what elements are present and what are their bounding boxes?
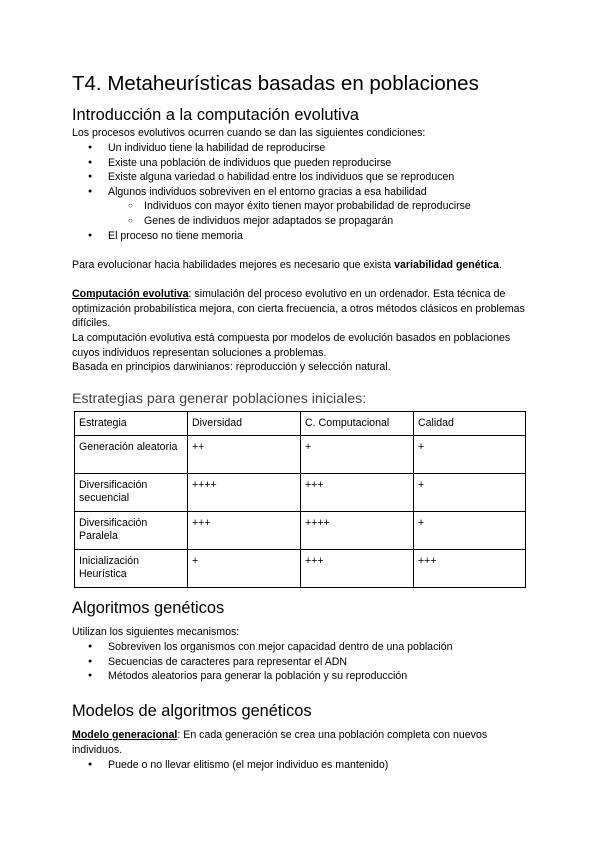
table-cell: Generación aleatoria — [75, 436, 188, 474]
table-row — [75, 550, 526, 588]
list-item: ● Secuencias de caracteres para representar el ADN — [72, 655, 528, 670]
variability-term: variabilidad genética — [394, 259, 499, 271]
list-item: ● Puede o no llevar elitismo (el mejor individuo es mantenido) — [72, 758, 528, 773]
table-cell: Diversificación secuencial — [75, 474, 188, 512]
strategies-table — [74, 411, 526, 588]
ce-def-text: : simulación del proceso evolutivo en un ordenador. Esta técnica de optimización probabilística mejora, con cierta frecuencia, a otros métodos clásicos en problemas difíciles. — [72, 288, 525, 330]
table-cell: +++ — [188, 512, 301, 550]
ga-list — [72, 640, 528, 684]
variability-end: . — [498, 259, 502, 271]
list-item: ● Sobreviven los organismos con mejor capacidad dentro de una población — [72, 640, 528, 655]
table-cell: + — [301, 436, 414, 474]
table-cell: + — [414, 474, 526, 512]
table-header-cell: Diversidad — [188, 412, 301, 436]
table-header-row — [75, 412, 526, 436]
ce-term: Computación evolutiva — [72, 288, 189, 300]
table-cell: Diversificación Paralela — [75, 512, 188, 550]
models-list — [72, 758, 528, 773]
list-item: ● Un individuo tiene la habilidad de reproducirse — [72, 141, 528, 156]
table-cell: +++ — [301, 474, 414, 512]
variability-paragraph — [72, 258, 528, 273]
table-cell: Inicialización Heurística — [75, 550, 188, 588]
intro-list — [72, 141, 528, 243]
section-heading-models: Modelos de algoritmos genéticos — [72, 702, 312, 720]
section-heading-ga: Algoritmos genéticos — [72, 599, 225, 617]
ce-paragraph-3: Basada en principios darwinianos: reproducción y selección natural. — [72, 361, 391, 373]
table-row — [75, 512, 526, 550]
table-cell: + — [414, 512, 526, 550]
intro-lead: Los procesos evolutivos ocurren cuando se dan las siguientes condiciones: — [72, 127, 426, 139]
table-cell: +++ — [301, 550, 414, 588]
models-def-text: : En cada generación se crea una población completa con nuevos individuos. — [72, 729, 488, 756]
list-item: ● Algunos individuos sobreviven en el entorno gracias a esa habilidad — [72, 185, 528, 200]
page-title: T4. Metaheurísticas basadas en poblaciones — [72, 72, 479, 95]
table-cell: ++++ — [301, 512, 414, 550]
list-item: ● Existe alguna variedad o habilidad entre los individuos que se reproducen — [72, 170, 528, 185]
table-cell: + — [188, 550, 301, 588]
table-header-cell: Estrategia — [75, 412, 188, 436]
sub-list-item: ○ Genes de individuos mejor adaptados se propagarán — [72, 214, 528, 229]
list-item: ● Métodos aleatorios para generar la población y su reproducción — [72, 669, 528, 684]
table-cell: ++++ — [188, 474, 301, 512]
models-term: Modelo generacional — [72, 729, 178, 741]
table-header-cell: Calidad — [414, 412, 526, 436]
table-cell: + — [414, 436, 526, 474]
table-cell: +++ — [414, 550, 526, 588]
table-header-cell: C. Computacional — [301, 412, 414, 436]
sub-list-item: ○ Individuos con mayor éxito tienen mayor probabilidad de reproducirse — [72, 199, 528, 214]
list-item: ● Existe una población de individuos que pueden reproducirse — [72, 156, 528, 171]
section-heading-intro: Introducción a la computación evolutiva — [72, 106, 360, 124]
list-item: ● El proceso no tiene memoria — [72, 229, 528, 244]
ce-definition — [72, 287, 528, 331]
table-row — [75, 474, 526, 512]
models-definition — [72, 728, 528, 757]
table-row — [75, 436, 526, 474]
ga-lead: Utilizan los siguientes mecanismos: — [72, 626, 240, 638]
table-cell: ++ — [188, 436, 301, 474]
strategies-heading: Estrategias para generar poblaciones iniciales: — [72, 391, 367, 407]
ce-paragraph-2: La computación evolutiva está compuesta por modelos de evolución basados en poblaciones cuyos individuos representan soluciones a problemas. — [72, 332, 511, 359]
variability-text: Para evolucionar hacia habilidades mejores es necesario que exista — [72, 259, 395, 271]
